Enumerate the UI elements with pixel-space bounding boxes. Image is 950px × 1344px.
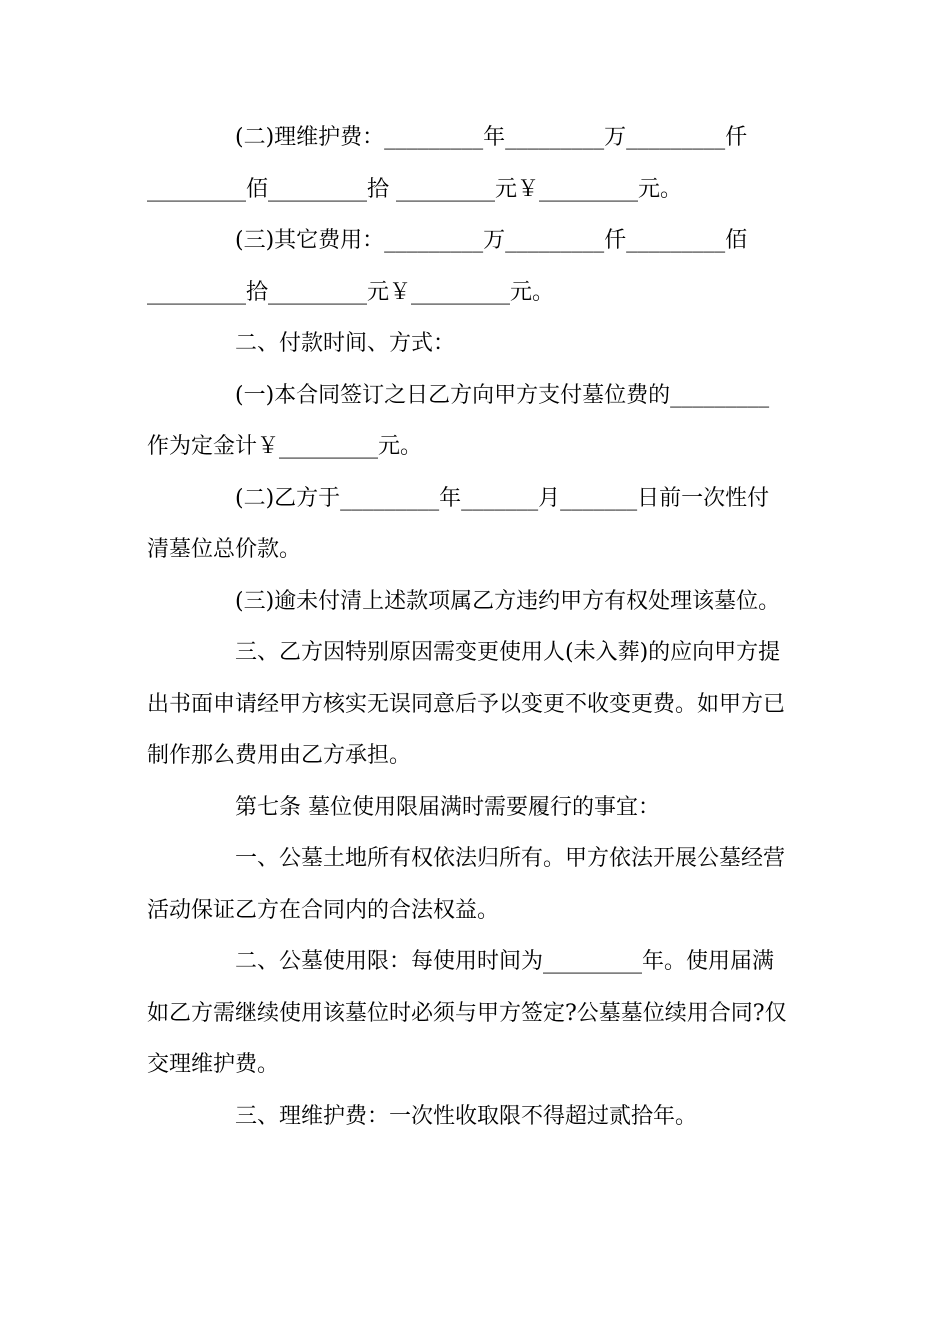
usage-term-line-3: 交理维护费。 xyxy=(147,1052,280,1077)
other-fees-line-1: (三)其它费用：_________万_________仟_________佰 xyxy=(235,228,748,253)
full-payment-line-2: 清墓位总价款。 xyxy=(147,537,302,562)
usage-term-line-1: 二、公墓使用限：每使用时间为_________年。使用届满 xyxy=(235,949,775,974)
land-ownership-line-2: 活动保证乙方在合同内的合法权益。 xyxy=(147,898,500,923)
overdue-clause: (三)逾未付清上述款项属乙方违约甲方有权处理该墓位。 xyxy=(235,589,781,614)
maintenance-fee-line-1: (二)理维护费：_________年_________万_________仟 xyxy=(235,125,748,150)
usage-term-line-2: 如乙方需继续使用该墓位时必须与甲方签定?公墓墓位续用合同?仅 xyxy=(147,1001,787,1026)
maintenance-fee-line-2: _________佰_________拾 _________元￥_________元。 xyxy=(147,177,682,202)
change-user-line-1: 三、乙方因特别原因需变更使用人(未入葬)的应向甲方提 xyxy=(235,640,781,665)
deposit-line-1: (一)本合同签订之日乙方向甲方支付墓位费的_________ xyxy=(235,383,770,408)
change-user-line-2: 出书面申请经甲方核实无误同意后予以变更不收变更费。如甲方已 xyxy=(147,692,786,717)
land-ownership-line-1: 一、公墓土地所有权依法归所有。甲方依法开展公墓经营 xyxy=(235,846,786,871)
full-payment-line-1: (二)乙方于_________年_______月_______日前一次性付 xyxy=(235,486,770,511)
payment-heading: 二、付款时间、方式： xyxy=(235,331,456,356)
other-fees-line-2: _________拾_________元￥_________元。 xyxy=(147,280,555,305)
article-seven-heading: 第七条 墓位使用限届满时需要履行的事宜： xyxy=(235,795,660,820)
deposit-line-2: 作为定金计￥_________元。 xyxy=(147,434,423,459)
change-user-line-3: 制作那么费用由乙方承担。 xyxy=(147,743,412,768)
maintenance-term: 三、理维护费：一次性收取限不得超过贰拾年。 xyxy=(235,1104,698,1129)
